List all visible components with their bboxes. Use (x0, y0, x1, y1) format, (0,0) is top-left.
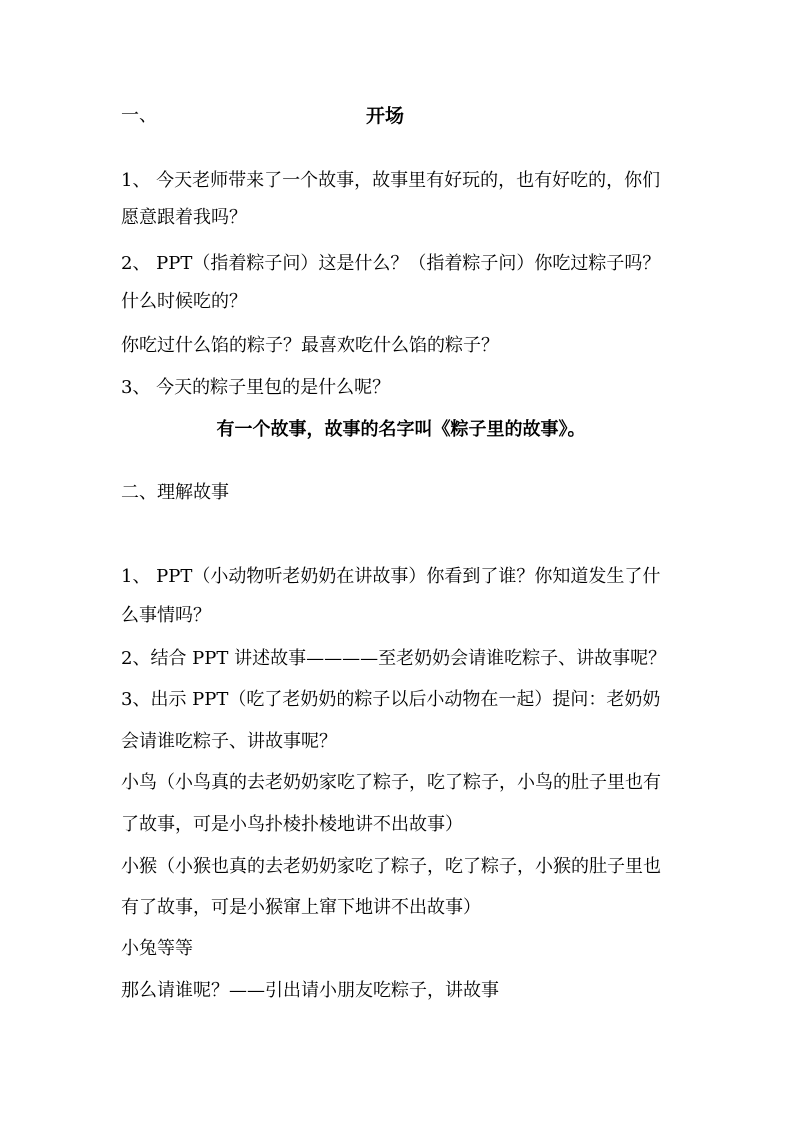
paragraph-line: 了故事，可是小鸟扑棱扑棱地讲不出故事） (121, 814, 463, 835)
paragraph-line: 2、 PPT（指着粽子问）这是什么？（指着粽子问）你吃过粽子吗？ (121, 253, 661, 274)
paragraph-line: 3、 今天的粽子里包的是什么呢？ (121, 377, 391, 398)
paragraph-line: 1、 PPT（小动物听老奶奶在讲故事）你看到了谁？你知道发生了什 (121, 566, 661, 587)
paragraph-line: 1、 今天老师带来了一个故事，故事里有好玩的，也有好吃的，你们 (121, 170, 661, 191)
paragraph-line: 么事情吗？ (121, 605, 211, 626)
paragraph-line: 2、结合 PPT 讲述故事————至老奶奶会请谁吃粽子、讲故事呢？ (121, 648, 667, 669)
paragraph-line: 愿意跟着我吗？ (121, 207, 247, 228)
story-title-line: 有一个故事，故事的名字叫《粽子里的故事》。 (216, 419, 586, 440)
paragraph-line: 小猴（小猴也真的去老奶奶家吃了粽子，吃了粽子，小猴的肚子里也 (121, 856, 661, 877)
paragraph-line: 小兔等等 (121, 938, 193, 959)
paragraph-line: 那么请谁呢？——引出请小朋友吃粽子，讲故事 (121, 980, 499, 1001)
paragraph-line: 小鸟（小鸟真的去老奶奶家吃了粽子，吃了粽子，小鸟的肚子里也有 (121, 772, 661, 793)
section-1-number: 一、 (121, 105, 157, 126)
section-1-title: 开场 (366, 105, 405, 127)
paragraph-line: 你吃过什么馅的粽子？最喜欢吃什么馅的粽子？ (121, 335, 499, 356)
paragraph-line: 什么时候吃的？ (121, 291, 247, 312)
section-2-heading: 二、理解故事 (121, 482, 229, 503)
paragraph-line: 会请谁吃粽子、讲故事呢？ (121, 731, 337, 752)
paragraph-line: 3、出示 PPT（吃了老奶奶的粽子以后小动物在一起）提问：老奶奶 (121, 689, 661, 710)
paragraph-line: 有了故事，可是小猴窜上窜下地讲不出故事） (121, 897, 481, 918)
